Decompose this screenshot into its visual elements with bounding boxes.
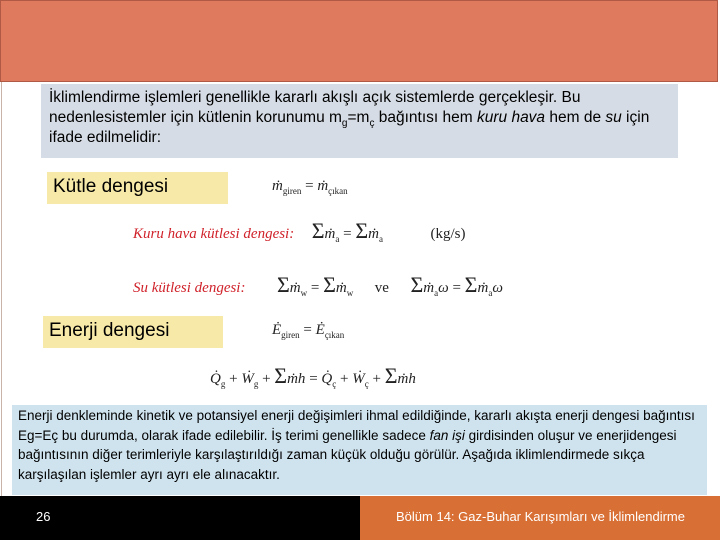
intro-text: =m <box>347 109 370 126</box>
page-number: 26 <box>36 509 51 524</box>
note-text: girdisinden oluşur ve enerjidengesi bağıntısının diğer terimleriyle karşılaştırıldığı zaman küçük olduğu görülür. Aşağıda iklimlendirmede sıkça karşılaşılan işlemler ayrı ayrı ele alınacaktır. <box>18 427 677 482</box>
title-banner <box>0 0 718 82</box>
note-emphasis: fan işi <box>429 427 465 443</box>
mass-balance-equation: ṁ$_{giren}$ = ṁ$_{çıkan}$ <box>272 178 348 196</box>
dry-air-balance-equation: Kuru hava kütlesi dengesi: Σṁ$_a$ = Σṁ$_a$ (kg/s) <box>133 218 466 244</box>
intro-text-box <box>41 84 678 158</box>
intro-text: İklimlendirme işlemleri genellikle kararlı akışlı açık sistemlerde gerçekleşir. Bu nedenlesistemler için kütlenin korunumu m <box>49 89 581 126</box>
energy-balance-equation: $Ė_{giren}$ = $Ė_{çıkan}$ <box>272 322 345 340</box>
intro-subscript: g <box>341 118 348 130</box>
energy-note-box <box>12 405 707 495</box>
unit-label: (kg/s) <box>430 226 466 242</box>
intro-text: bağıntısı hem <box>374 109 477 126</box>
energy-balance-label: Enerji dengesi <box>43 316 223 348</box>
chapter-title: Bölüm 14: Gaz-Buhar Karışımları ve İklimlendirme <box>396 509 685 524</box>
slide-border-line <box>1 82 2 496</box>
intro-emphasis: kuru hava <box>476 109 546 126</box>
intro-emphasis: su <box>605 109 622 126</box>
intro-text: için ifade edilmelidir: <box>49 109 650 146</box>
water-label: Su kütlesi dengesi: <box>133 280 246 296</box>
mass-balance-label: Kütle dengesi <box>47 172 228 204</box>
intro-subscript: ç <box>369 118 375 130</box>
note-text: Enerji denkleminde kinetik ve potansiyel enerji değişimleri ihmal edildiğinde, kararlı akışta enerji dengesi bağıntısı Eg=Eç bu durumda, olarak ifade edilebilir. İş terimi genellikle sadece <box>18 408 695 443</box>
or-label: ve <box>374 280 389 296</box>
water-balance-equation: Su kütlesi dengesi: Σṁ$_w$ = Σṁ$_w$ ve Σṁ$_a$ω = Σṁ$_a$ω <box>133 272 503 298</box>
intro-text: hem de <box>545 109 606 126</box>
expanded-energy-equation: $Q̇_g$ + Ẇ$_g$ + Σṁh = $Q̇_ç$ + Ẇ$_ç$ + Σṁh <box>210 363 416 389</box>
dry-air-label: Kuru hava kütlesi dengesi: <box>133 226 295 242</box>
